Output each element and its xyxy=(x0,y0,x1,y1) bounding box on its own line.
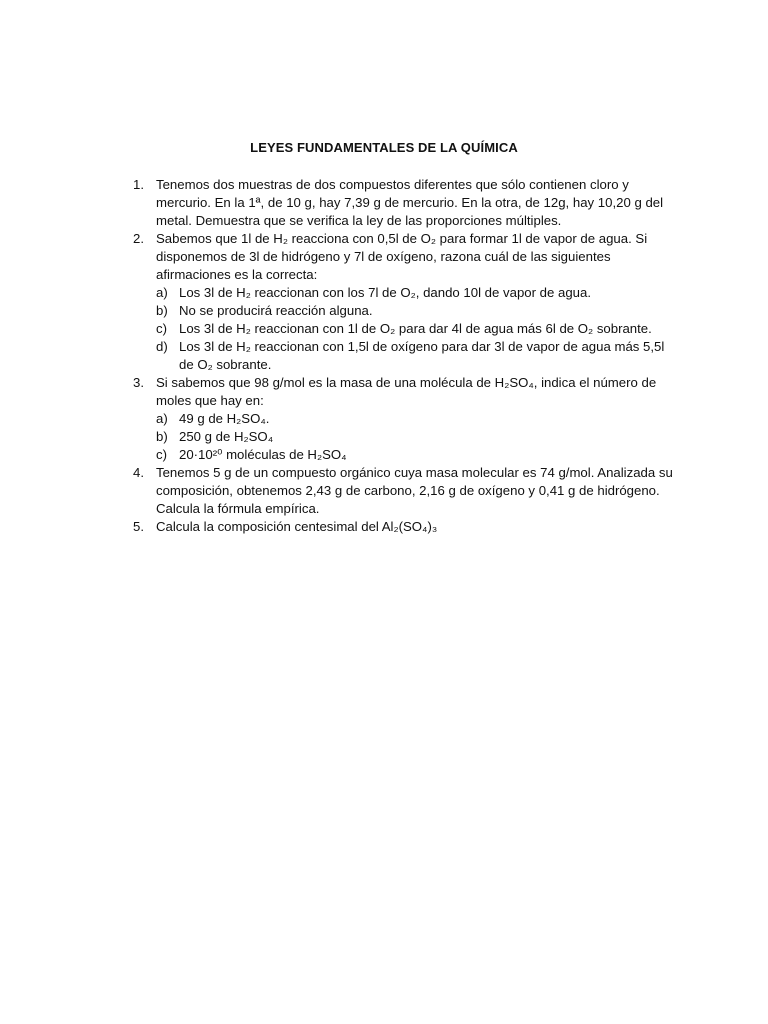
exercise-text: Tenemos dos muestras de dos compuestos diferentes que sólo contienen cloro y mercurio. En la 1ª, de 10 g, hay 7,39 g de mercurio. En la otra, de 12g, hay 10,20 g del metal. Demuestra que se verifica la ley de las proporciones múltiples. xyxy=(156,177,664,228)
option-2c xyxy=(133,320,673,338)
exercise-text: Sabemos que 1l de H₂ reacciona con 0,5l de O₂ para formar 1l de vapor de agua. Si disponemos de 3l de hidrógeno y 7l de oxígeno, razona cuál de las siguientes afirmaciones es la correcta: xyxy=(156,231,648,282)
option-text: 49 g de H₂SO₄. xyxy=(179,411,270,426)
exercise-list xyxy=(133,176,673,536)
option-letter: b) xyxy=(156,303,168,318)
option-2d xyxy=(133,338,673,374)
option-3c xyxy=(133,446,673,464)
exercise-number: 1. xyxy=(133,177,144,192)
exercise-4 xyxy=(133,464,673,518)
exercise-text: Si sabemos que 98 g/mol es la masa de una molécula de H₂SO₄, indica el número de moles que hay en: xyxy=(156,375,657,408)
option-letter: c) xyxy=(156,447,167,462)
option-letter: d) xyxy=(156,339,168,354)
option-2a xyxy=(133,284,673,302)
option-3b xyxy=(133,428,673,446)
option-letter: a) xyxy=(156,411,168,426)
exercise-number: 2. xyxy=(133,231,144,246)
option-text: Los 3l de H₂ reaccionan con 1,5l de oxígeno para dar 3l de vapor de agua más 5,5l de O₂ sobrante. xyxy=(179,339,665,372)
exercise-number: 3. xyxy=(133,375,144,390)
option-letter: b) xyxy=(156,429,168,444)
exercise-2 xyxy=(133,230,673,284)
exercise-5 xyxy=(133,518,673,536)
exercise-text: Calcula la composición centesimal del Al₂(SO₄)₃ xyxy=(156,519,438,534)
option-text: 250 g de H₂SO₄ xyxy=(179,429,274,444)
option-text: No se producirá reacción alguna. xyxy=(179,303,373,318)
option-text: 20·10²⁰ moléculas de H₂SO₄ xyxy=(179,447,347,462)
option-3a xyxy=(133,410,673,428)
exercise-number: 5. xyxy=(133,519,144,534)
exercise-text: Tenemos 5 g de un compuesto orgánico cuya masa molecular es 74 g/mol. Analizada su composición, obtenemos 2,43 g de carbono, 2,16 g de oxígeno y 0,41 g de hidrógeno. Calcula la fórmula empírica. xyxy=(156,465,673,516)
exercise-3 xyxy=(133,374,673,410)
option-text: Los 3l de H₂ reaccionan con 1l de O₂ para dar 4l de agua más 6l de O₂ sobrante. xyxy=(179,321,652,336)
option-letter: c) xyxy=(156,321,167,336)
option-text: Los 3l de H₂ reaccionan con los 7l de O₂, dando 10l de vapor de agua. xyxy=(179,285,591,300)
document-title: LEYES FUNDAMENTALES DE LA QUÍMICA xyxy=(250,140,518,155)
exercise-number: 4. xyxy=(133,465,144,480)
option-letter: a) xyxy=(156,285,168,300)
option-2b xyxy=(133,302,673,320)
exercise-1 xyxy=(133,176,673,230)
